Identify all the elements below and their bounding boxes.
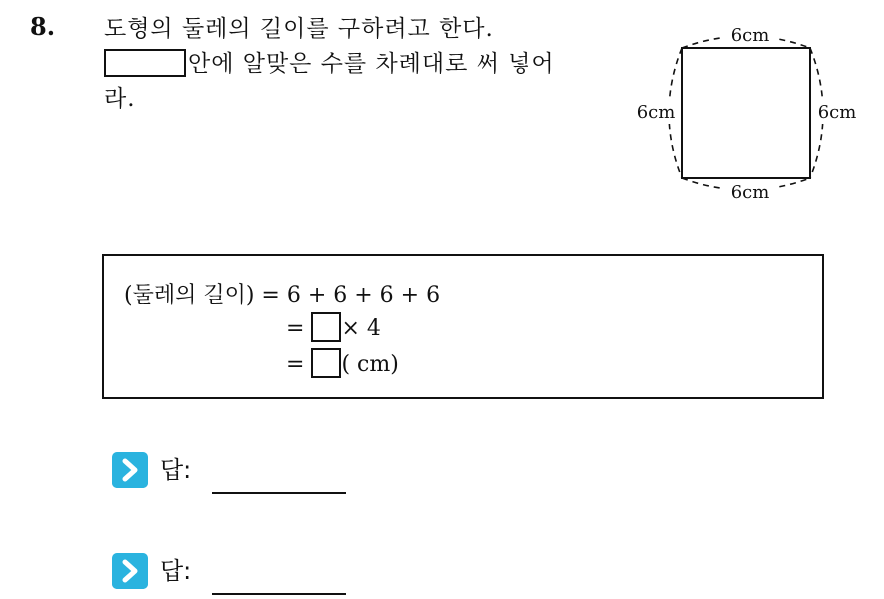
times-four: × 4 (341, 316, 381, 341)
calc-line-3 (286, 348, 399, 378)
calculation-box (102, 254, 824, 399)
question-line-2-text: 안에 알맞은 수를 차례대로 써 넣어 (188, 51, 555, 77)
question-number: 8. (30, 12, 56, 41)
square (682, 48, 810, 178)
bottom-length-label: 6cm (730, 182, 770, 203)
top-length-label: 6cm (730, 25, 770, 46)
chevron-right-icon (112, 553, 148, 589)
left-length-label: 6cm (636, 102, 676, 123)
question-text (104, 12, 594, 117)
answer-label: 답: (160, 456, 192, 484)
square-figure (620, 18, 880, 208)
answer-input-line[interactable] (212, 593, 346, 595)
chevron-right-icon (112, 452, 148, 488)
question-line-1: 도형의 둘레의 길이를 구하려고 한다. (104, 16, 494, 42)
question-line-3: 라. (104, 86, 136, 112)
equals-sign: = (286, 316, 305, 341)
answer-input-line[interactable] (212, 492, 346, 494)
answer-blank-1[interactable] (311, 312, 341, 342)
calc-line-2 (286, 312, 381, 342)
question-line-2 (104, 47, 594, 82)
calc-line-1: (둘레의 길이) = 6 + 6 + 6 + 6 (124, 283, 441, 308)
unit-label: ( cm) (341, 352, 399, 377)
answer-label: 답: (160, 557, 192, 585)
blank-box (104, 49, 186, 77)
equals-sign: = (286, 352, 305, 377)
answer-blank-2[interactable] (311, 348, 341, 378)
right-length-label: 6cm (817, 102, 857, 123)
